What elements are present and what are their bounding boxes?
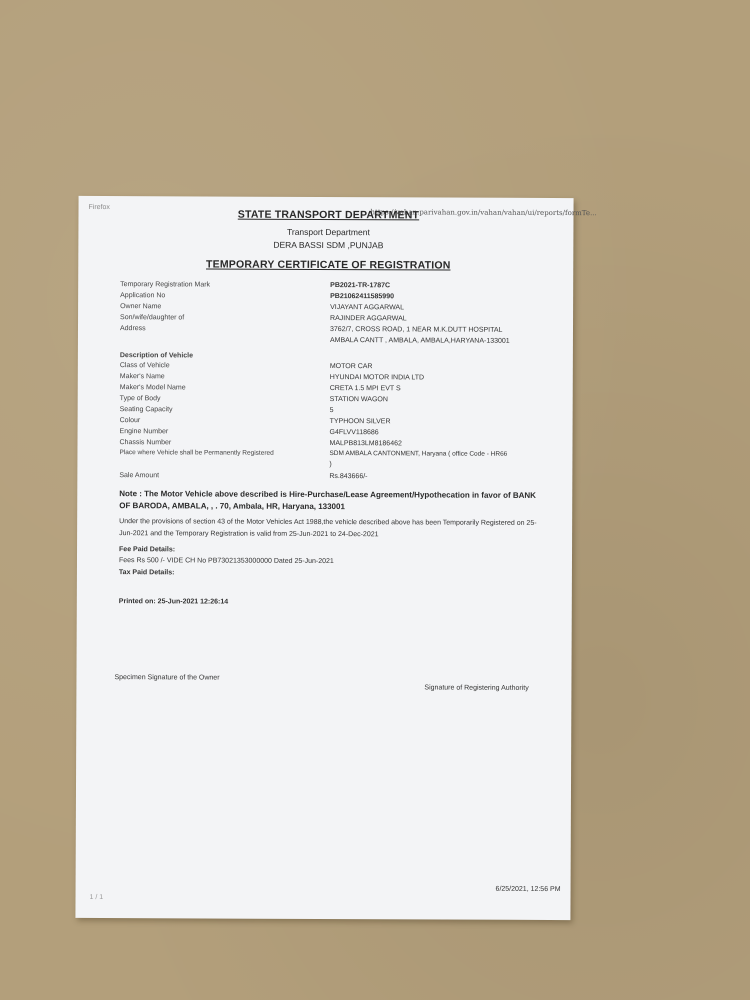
owner-value: PB21062411585990 <box>330 293 394 301</box>
certificate-paper <box>75 196 597 920</box>
owner-signature-label: Specimen Signature of the Owner <box>114 674 220 682</box>
vehicle-value: CRETA 1.5 MPI EVT S <box>329 385 401 393</box>
page-number: 1 / 1 <box>89 893 104 902</box>
fee-heading: Fee Paid Details: <box>119 546 176 554</box>
department-title: STATE TRANSPORT DEPARTMENT <box>237 208 420 222</box>
vehicle-value: SDM AMBALA CANTONMENT, Haryana ( office Code - HR66 <box>329 450 508 458</box>
sale-amount-label: Sale Amount <box>119 472 160 480</box>
vehicle-label: Maker's Name <box>119 373 165 381</box>
vehicle-value: MOTOR CAR <box>329 363 373 371</box>
vehicle-value: HYUNDAI MOTOR INDIA LTD <box>329 374 425 382</box>
vehicle-value: G4FLVV118686 <box>329 429 379 437</box>
owner-label: Owner Name <box>120 303 162 311</box>
certificate-title: TEMPORARY CERTIFICATE OF REGISTRATION <box>206 258 451 272</box>
fee-line: Fees Rs 500 /- VIDE CH No PB73021353000000 Dated 25-Jun-2021 <box>118 557 334 566</box>
vehicle-label: Type of Body <box>119 395 161 403</box>
owner-label: Application No <box>120 292 166 300</box>
owner-value: 3762/7, CROSS ROAD, 1 NEAR M.K.DUTT HOSPITAL <box>329 326 503 334</box>
browser-stamp: Firefox <box>88 203 110 212</box>
vehicle-label: Colour <box>119 417 141 425</box>
vehicle-value: MALPB813LM8186462 <box>329 440 402 448</box>
office-name: DERA BASSI SDM ,PUNJAB <box>273 239 384 251</box>
sale-amount-value: Rs.843666/- <box>329 473 368 481</box>
vehicle-label: Class of Vehicle <box>119 362 170 370</box>
printed-on: Printed on: 25-Jun-2021 12:26:14 <box>118 598 229 606</box>
page-url: https://vahan.parivahan.gov.in/vahan/vahan/ui/reports/formTe... <box>370 208 597 218</box>
hypothecation-note: Note : The Motor Vehicle above described is Hire-Purchase/Lease Agreement/Hypothecation in favor of BANK OF BARODA, AMBALA, , . 70, Ambala, HR, Haryana, 133001 <box>119 489 536 512</box>
owner-label: Temporary Registration Mark <box>120 281 211 289</box>
owner-value: VIJAYANT AGGARWAL <box>330 304 405 312</box>
vehicle-heading: Description of Vehicle <box>119 352 194 360</box>
vehicle-label: Place where Vehicle shall be Permanently Registered <box>119 449 274 457</box>
owner-value: AMBALA CANTT , AMBALA, AMBALA,HARYANA-133001 <box>329 337 510 345</box>
vehicle-label: Engine Number <box>119 428 169 436</box>
authority-signature-label: Signature of Registering Authority <box>424 684 529 692</box>
owner-label: Son/wife/daughter of <box>120 314 185 322</box>
vehicle-label: Maker's Model Name <box>119 384 186 392</box>
owner-value: PB2021-TR-1787C <box>330 282 391 290</box>
department-subtitle: Transport Department <box>286 226 370 238</box>
owner-value: RAJINDER AGGARWAL <box>330 315 407 323</box>
vehicle-value: STATION WAGON <box>329 396 388 404</box>
vehicle-label: Seating Capacity <box>119 406 173 414</box>
vehicle-value: 5 <box>329 407 334 415</box>
vehicle-value: ) <box>329 461 332 469</box>
vehicle-value: TYPHOON SILVER <box>329 418 391 426</box>
print-timestamp: 6/25/2021, 12:56 PM <box>495 885 561 894</box>
owner-label: Address <box>119 325 146 333</box>
vehicle-label: Chassis Number <box>119 439 172 447</box>
tax-heading: Tax Paid Details: <box>118 569 175 577</box>
provisions-text: Under the provisions of section 43 of the Motor Vehicles Act 1988,the vehicle described above has been Temporarily Registered on 25-Jun-2021 and the Temporary Registration is valid from 25-Jun-2021 to 24-Dec-2021 <box>119 518 537 539</box>
